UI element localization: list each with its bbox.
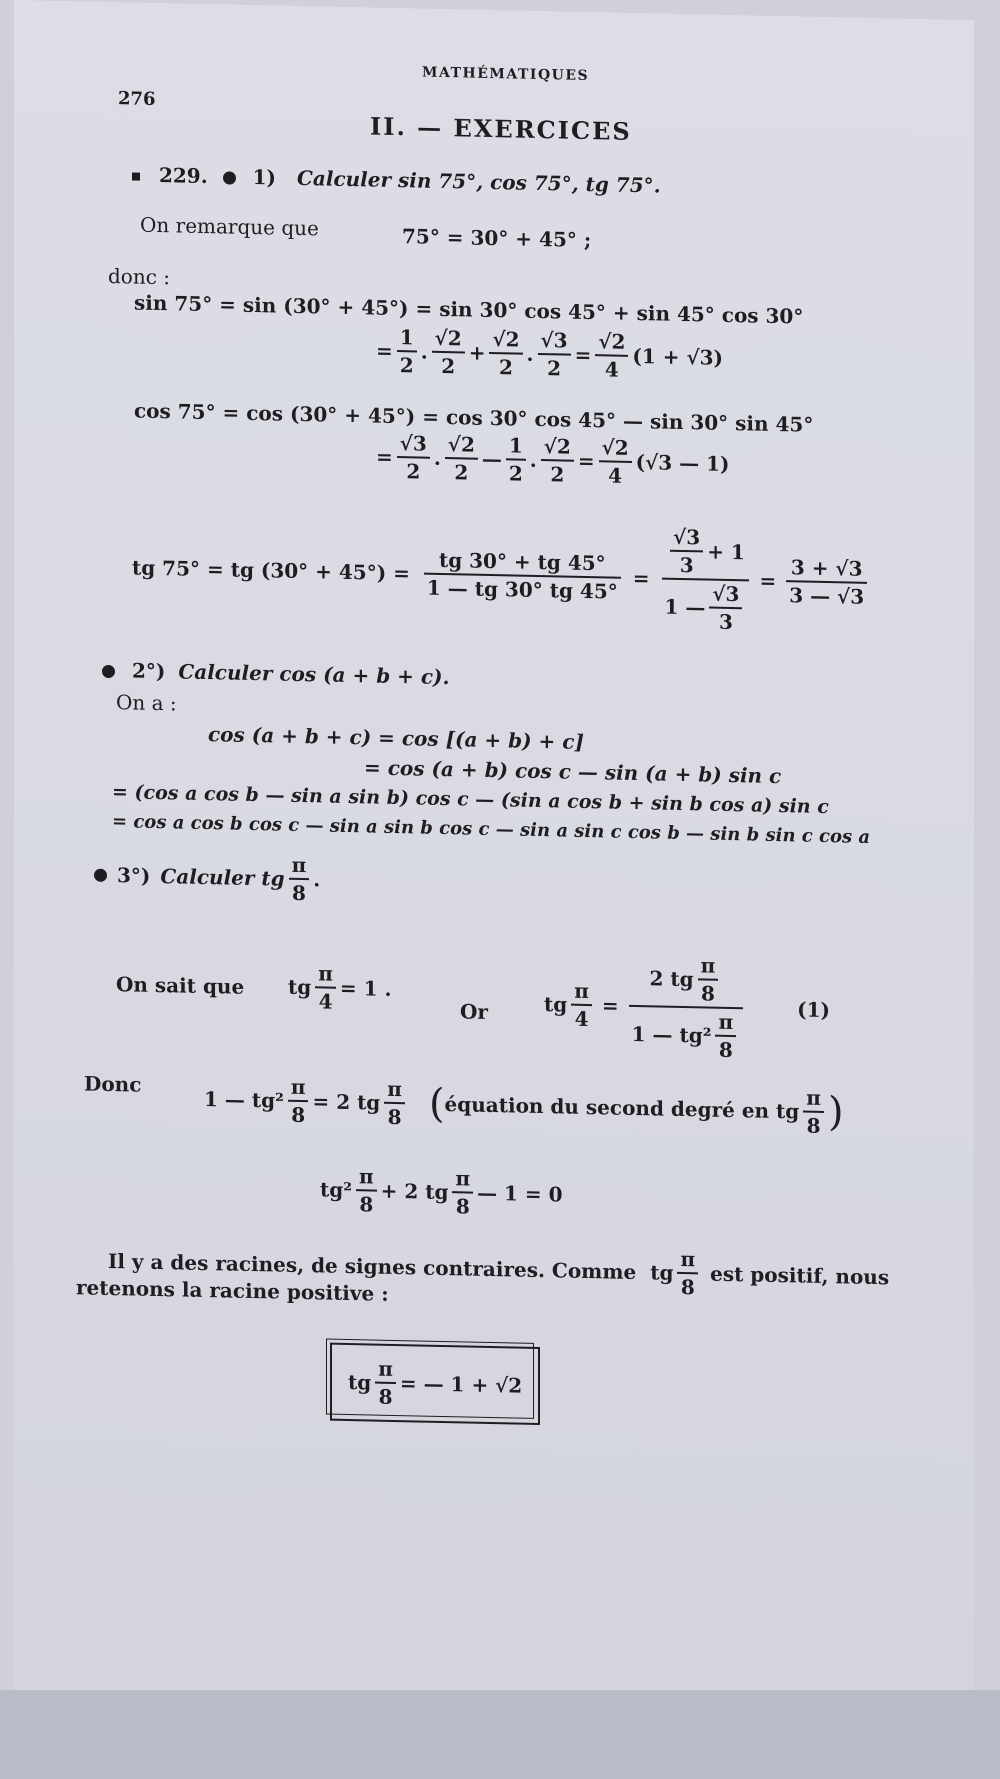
part2-heading: Calculer cos (a + b + c). [178, 659, 450, 690]
part3-heading-line: 3°) Calculer tg $\frac{\pi}{8}$ . [94, 850, 320, 905]
tg-line: tg 75° = tg (30° + 45°) = tg 30° + tg 45° 1 — tg 30° tg 45° = $\frac{√3}{3}$ + 1 1 — $\frac{√3}{3}$ = $\frac{3 + √3}{3 — √3}$ [132, 514, 871, 635]
fraction: $\frac{√2}{4}$ [599, 436, 632, 487]
page-number: 276 [118, 88, 156, 110]
remark-equation: 75° = 30° + 45° ; [402, 224, 592, 253]
part2-heading-line [102, 658, 449, 689]
running-title: MATHÉMATIQUES [422, 64, 590, 85]
exercise-number: 229. [158, 163, 208, 189]
equation-reference: (1) [797, 997, 830, 1023]
donc-label-2: Donc [84, 1071, 142, 1097]
remark-label: On remarque que [140, 212, 319, 241]
part3-heading: Calculer tg [160, 864, 285, 891]
sin-line-1: sin 75° = sin (30° + 45°) = sin 30° cos 45° + sin 45° cos 30° [134, 290, 804, 329]
on-a-label: On a : [116, 690, 177, 716]
sin-line-2: = $\frac{1}{2}$ . $\frac{√2}{2}$ + $\frac{√2}{2}$ . $\frac{√3}{2}$ = $\frac{√2}{4}$ (1 + √3) [376, 325, 723, 382]
fraction: $\frac{3 + √3}{3 — √3}$ [786, 556, 867, 608]
fraction: $\frac{√3}{2}$ [397, 432, 430, 483]
part3-marker: 3°) [117, 863, 151, 888]
bullet-icon [94, 868, 107, 881]
part2-marker: 2°) [131, 658, 166, 684]
fraction: $\frac{\pi}{8}$ [289, 854, 310, 904]
square-marker-icon [132, 172, 140, 180]
quadratic-equation: tg² $\frac{\pi}{8}$ + 2 tg $\frac{\pi}{8}$ — 1 = 0 [320, 1164, 563, 1219]
fraction: $\frac{√2}{4}$ [595, 330, 628, 381]
book-page [14, 0, 974, 1710]
part2-line-1: cos (a + b + c) = cos [(a + b) + c] [208, 722, 584, 754]
section-title: II. — EXERCICES [370, 111, 632, 146]
donc-equation: 1 — tg² $\frac{\pi}{8}$ = 2 tg $\frac{\pi}{8}$ ( équation du second degré en tg $\frac{\pi}{8}$ ) [204, 1074, 844, 1138]
donc-label: donc : [108, 263, 171, 290]
tg-pi-4-equation: tg $\frac{\pi}{4}$ = 1 . [288, 961, 392, 1014]
exercise-heading-1 [132, 162, 661, 197]
background-surface [0, 1690, 1000, 1779]
on-sait-label: On sait que [116, 972, 245, 999]
cos-line-1: cos 75° = cos (30° + 45°) = cos 30° cos 45° — sin 30° sin 45° [134, 398, 814, 437]
roots-paragraph-line-2: retenons la racine positive : [76, 1275, 389, 1306]
part1-marker: 1) [252, 164, 277, 190]
cos-line-2: = $\frac{√3}{2}$ . $\frac{√2}{2}$ — $\frac{1}{2}$ . $\frac{√2}{2}$ = $\frac{√2}{4}$ (√3 — 1) [376, 431, 730, 488]
part2-line-3: = (cos a cos b — sin a sin b) cos c — (sin a cos b + sin b cos a) sin c [112, 781, 829, 819]
part2-line-4: = cos a cos b cos c — sin a sin b cos c — sin a sin c cos b — sin b sin c cos a [112, 811, 871, 848]
part1-heading: Calculer sin 75°, cos 75°, tg 75°. [296, 165, 661, 198]
fraction: $\frac{1}{2}$ [397, 326, 417, 376]
boxed-result: tg $\frac{\pi}{8}$ = — 1 + √2 [330, 1343, 540, 1425]
tg-pi-4-formula: tg $\frac{\pi}{4}$ = 2 tg $\frac{\pi}{8}$ 1 — tg² $\frac{\pi}{8}$ (1) [544, 953, 830, 1063]
fraction: $\frac{√2}{2}$ [445, 433, 478, 484]
fraction: $\frac{√2}{2}$ [432, 327, 465, 378]
fraction: $\frac{√3}{2}$ [538, 329, 571, 380]
or-label: Or [460, 999, 488, 1024]
fraction: $\frac{√2}{2}$ [541, 435, 574, 486]
compound-fraction: 2 tg $\frac{\pi}{8}$ 1 — tg² $\frac{\pi}{8}$ [629, 953, 743, 1061]
equation-note: équation du second degré en tg [444, 1092, 800, 1124]
roots-paragraph-line-1: Il y a des racines, de signes contraires. Comme tg $\frac{\pi}{8}$ est positif, nous [108, 1246, 890, 1300]
fraction: tg 30° + tg 45° 1 — tg 30° tg 45° [424, 549, 621, 603]
bullet-icon [102, 665, 115, 678]
fraction: $\frac{√2}{2}$ [489, 328, 522, 379]
compound-fraction: $\frac{√3}{3}$ + 1 1 — $\frac{√3}{3}$ [662, 526, 750, 634]
fraction: $\frac{1}{2}$ [506, 434, 526, 484]
part2-line-2: = cos (a + b) cos c — sin (a + b) sin c [364, 755, 782, 789]
bullet-icon [223, 171, 236, 184]
